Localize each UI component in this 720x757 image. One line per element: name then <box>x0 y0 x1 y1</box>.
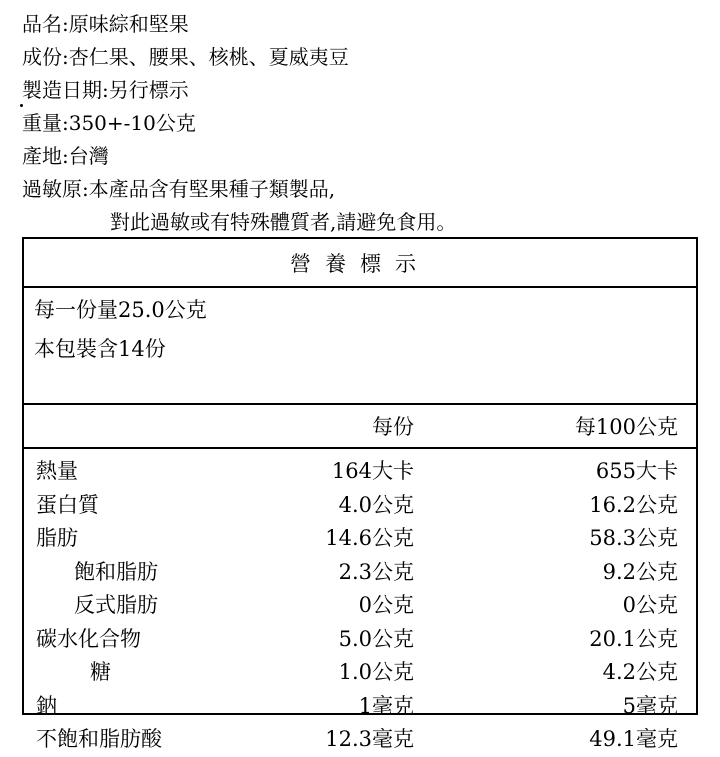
origin: 產地:台灣 <box>22 144 109 168</box>
header-per-100g: 每100公克 <box>574 415 678 439</box>
per-serving-value: 0公克 <box>358 593 414 617</box>
per-serving-value: 164大卡 <box>331 459 414 483</box>
per-100g-value: 16.2公克 <box>589 492 678 517</box>
nutrient-row-sodium <box>24 690 696 724</box>
nutrient-row-sugar <box>24 656 696 690</box>
per-100g-value: 20.1公克 <box>589 626 678 651</box>
allergen-line-2: 對此過敏或有特殊體質者,請避免食用。 <box>110 210 457 234</box>
per-serving-value: 2.3公克 <box>338 559 414 584</box>
nutrient-row-carbohydrate <box>24 623 696 657</box>
nutrient-row-saturated-fat <box>24 556 696 590</box>
nutrient-row-unsaturated-fat <box>24 723 696 757</box>
nutrient-row-protein <box>24 489 696 523</box>
nutrient-row-energy <box>24 455 696 489</box>
product-name: 品名:原味綜和堅果 <box>22 12 189 36</box>
servings-per-pack: 本包裝含14份 <box>34 337 166 361</box>
nutrition-title: 營養標示 <box>24 239 696 288</box>
nutrient-label: 糖 <box>90 660 111 684</box>
header-per-serving: 每份 <box>372 415 414 439</box>
per-serving-value: 14.6公克 <box>325 526 414 550</box>
nutrient-rows <box>24 449 696 757</box>
product-info <box>22 8 456 239</box>
per-serving-value: 5.0公克 <box>338 626 414 651</box>
nutrient-label: 熱量 <box>36 459 78 483</box>
per-serving-value: 4.0公克 <box>338 492 414 517</box>
per-serving-value: 12.3毫克 <box>325 727 414 751</box>
serving-info <box>24 288 696 405</box>
per-100g-value: 4.2公克 <box>602 660 678 684</box>
nutrient-label: 蛋白質 <box>36 492 99 517</box>
per-100g-value: 5毫克 <box>622 693 678 718</box>
per-100g-value: 49.1毫克 <box>589 727 678 751</box>
stray-dot <box>20 104 23 107</box>
manufacture-date: 製造日期:另行標示 <box>22 78 189 102</box>
per-100g-value: 9.2公克 <box>602 559 678 584</box>
nutrient-label: 反式脂肪 <box>74 593 158 617</box>
nutrient-label: 鈉 <box>36 693 57 718</box>
ingredients: 成份:杏仁果、腰果、核桃、夏威夷豆 <box>22 45 349 69</box>
nutrient-row-fat <box>24 522 696 556</box>
nutrient-label: 飽和脂肪 <box>74 559 158 584</box>
nutrient-label: 脂肪 <box>36 526 78 550</box>
per-100g-value: 655大卡 <box>595 459 678 483</box>
nutrient-label: 碳水化合物 <box>36 626 141 651</box>
per-serving-value: 1.0公克 <box>338 660 414 684</box>
serving-size: 每一份量25.0公克 <box>34 298 207 322</box>
net-weight: 重量:350+-10公克 <box>22 111 196 135</box>
per-100g-value: 58.3公克 <box>589 526 678 550</box>
nutrient-label: 不飽和脂肪酸 <box>36 727 162 751</box>
per-100g-value: 0公克 <box>622 593 678 617</box>
nutrient-row-trans-fat <box>24 589 696 623</box>
nutrition-panel <box>22 237 698 751</box>
column-headers <box>24 405 696 449</box>
allergen-line-1: 過敏原:本產品含有堅果種子類製品, <box>22 177 336 201</box>
per-serving-value: 1毫克 <box>358 693 414 718</box>
